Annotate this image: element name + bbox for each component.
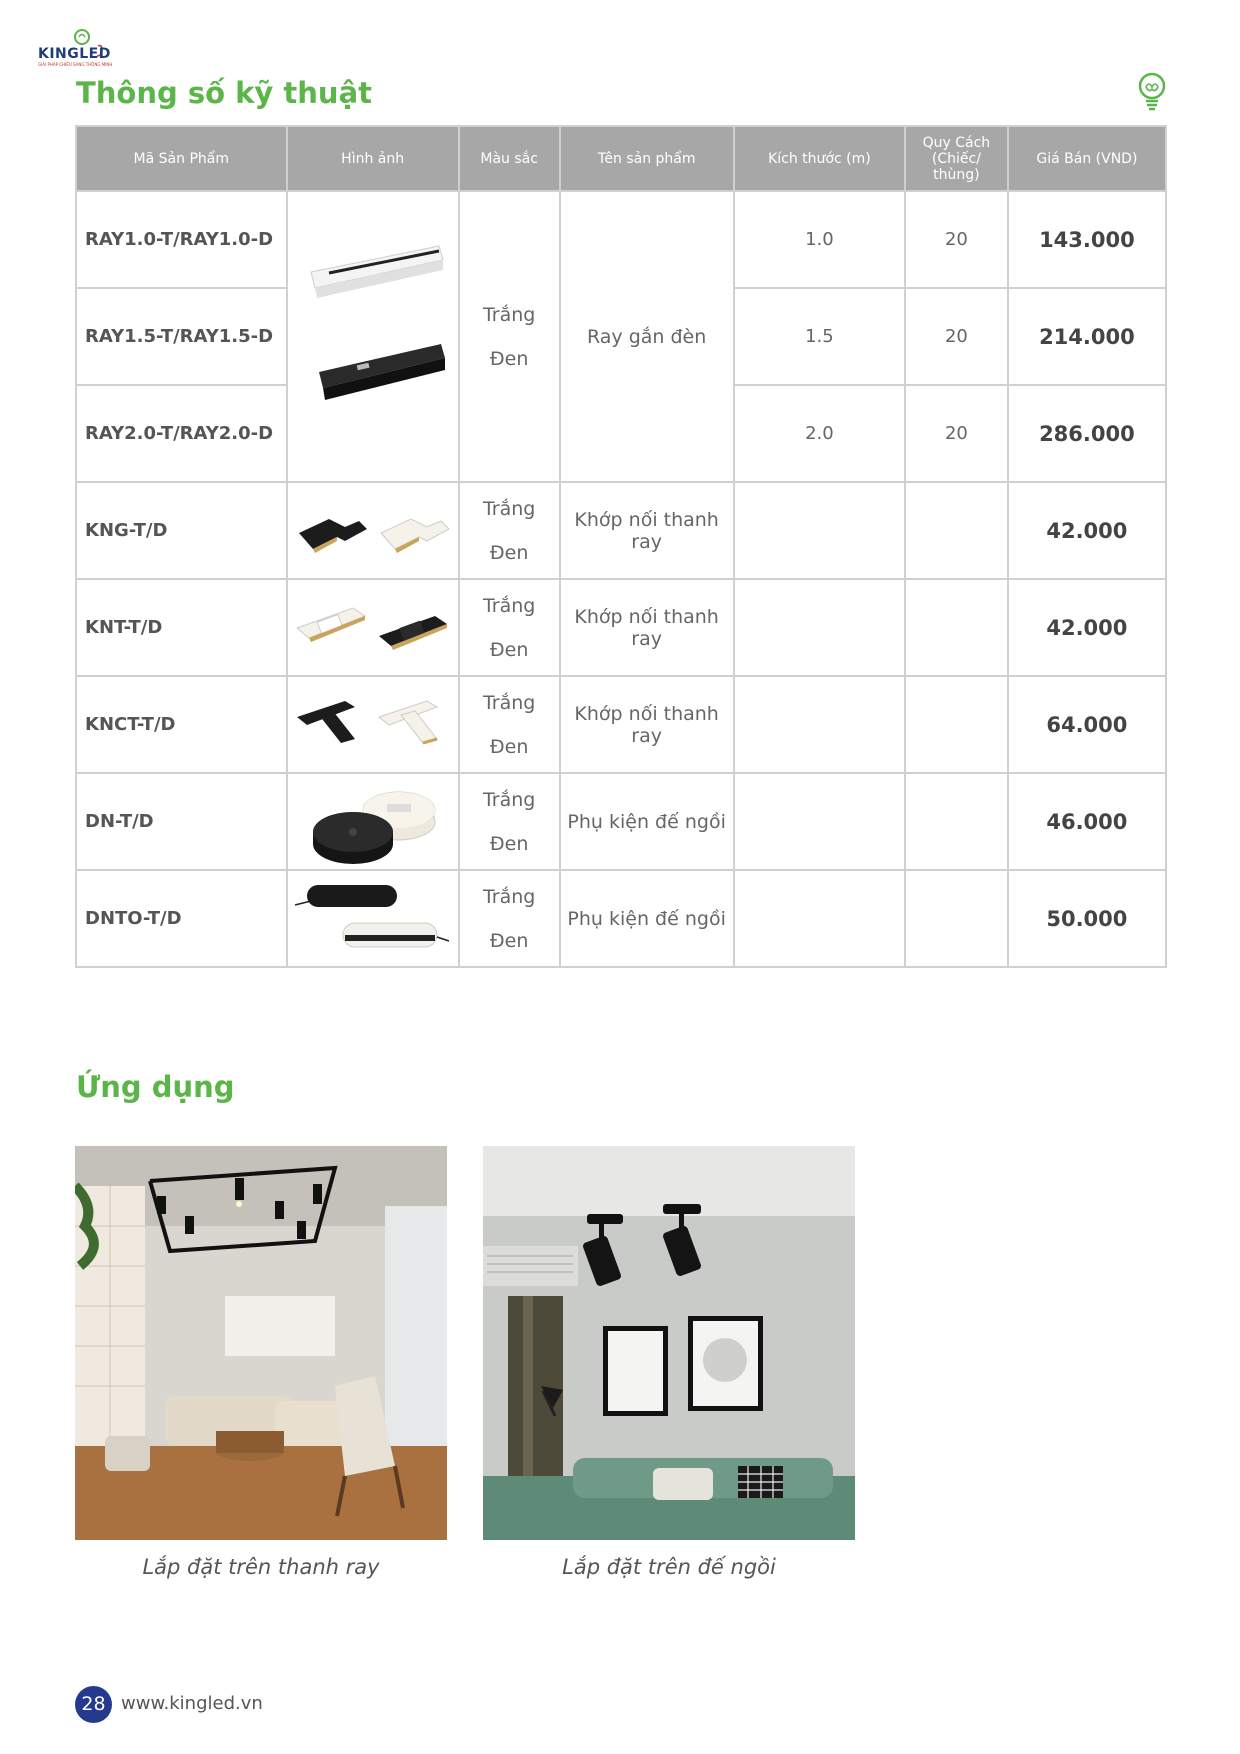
product-image-base bbox=[287, 773, 459, 870]
spec-table bbox=[75, 125, 1167, 968]
product-name-line-1: Phụ kiện đế ngồi bbox=[567, 810, 726, 833]
product-price: 64.000 bbox=[1008, 676, 1166, 773]
product-price: 46.000 bbox=[1008, 773, 1166, 870]
product-name-line-1: Khớp nối thanh bbox=[574, 605, 719, 628]
product-pack: 20 bbox=[905, 191, 1008, 288]
table-row bbox=[76, 870, 1166, 967]
header-color: Màu sắc bbox=[459, 126, 560, 191]
color-white: Trắng bbox=[482, 691, 536, 714]
product-code: RAY1.5-T/RAY1.5-D bbox=[76, 288, 287, 385]
product-price: 50.000 bbox=[1008, 870, 1166, 967]
header-image: Hình ảnh bbox=[287, 126, 459, 191]
product-code: KNG-T/D bbox=[76, 482, 287, 579]
brand-logo bbox=[36, 28, 116, 70]
product-pack: 20 bbox=[905, 385, 1008, 482]
product-name-line-1: Phụ kiện đế ngồi bbox=[567, 907, 726, 930]
table-row bbox=[76, 191, 1166, 288]
table-header-row bbox=[76, 126, 1166, 191]
color-black: Đen bbox=[489, 347, 529, 370]
table-row bbox=[76, 676, 1166, 773]
product-pack bbox=[905, 482, 1008, 579]
color-black: Đen bbox=[489, 929, 529, 952]
header-size: Kích thước (m) bbox=[734, 126, 905, 191]
table-row bbox=[76, 482, 1166, 579]
product-name: Ray gắn đèn bbox=[560, 191, 734, 482]
color-black: Đen bbox=[489, 541, 529, 564]
product-name-line-2: ray bbox=[631, 724, 662, 747]
product-size: 1.0 bbox=[734, 191, 905, 288]
product-code: RAY2.0-T/RAY2.0-D bbox=[76, 385, 287, 482]
color-cell bbox=[459, 870, 560, 967]
color-cell bbox=[459, 482, 560, 579]
product-price: 42.000 bbox=[1008, 482, 1166, 579]
color-white: Trắng bbox=[482, 885, 536, 908]
product-name bbox=[560, 870, 734, 967]
color-white: Trắng bbox=[482, 497, 536, 520]
product-code: RAY1.0-T/RAY1.0-D bbox=[76, 191, 287, 288]
product-image-t-connector bbox=[287, 676, 459, 773]
product-size: 2.0 bbox=[734, 385, 905, 482]
color-cell bbox=[459, 773, 560, 870]
product-size bbox=[734, 579, 905, 676]
table-row bbox=[76, 579, 1166, 676]
color-cell bbox=[459, 191, 560, 482]
header-code: Mã Sản Phẩm bbox=[76, 126, 287, 191]
product-pack bbox=[905, 579, 1008, 676]
photo-base-mounted-spotlights bbox=[483, 1146, 855, 1540]
product-pack bbox=[905, 676, 1008, 773]
header-price: Giá Bán (VND) bbox=[1008, 126, 1166, 191]
page-number: 28 bbox=[75, 1686, 112, 1723]
product-code: KNT-T/D bbox=[76, 579, 287, 676]
product-name bbox=[560, 773, 734, 870]
product-image-oval-base bbox=[287, 870, 459, 967]
product-price: 286.000 bbox=[1008, 385, 1166, 482]
photo-caption-base: Lắp đặt trên đế ngồi bbox=[562, 1555, 776, 1579]
product-pack: 20 bbox=[905, 288, 1008, 385]
color-black: Đen bbox=[489, 638, 529, 661]
product-price: 42.000 bbox=[1008, 579, 1166, 676]
product-pack bbox=[905, 870, 1008, 967]
header-pack-line-1: Quy Cách bbox=[922, 134, 991, 151]
color-cell bbox=[459, 676, 560, 773]
header-pack bbox=[905, 126, 1008, 191]
photo-track-rail-room bbox=[75, 1146, 447, 1540]
product-pack bbox=[905, 773, 1008, 870]
product-code: KNCT-T/D bbox=[76, 676, 287, 773]
product-name bbox=[560, 579, 734, 676]
product-name bbox=[560, 482, 734, 579]
color-black: Đen bbox=[489, 735, 529, 758]
header-pack-line-3: thùng) bbox=[933, 166, 980, 183]
header-name: Tên sản phẩm bbox=[560, 126, 734, 191]
spec-title: Thông số kỹ thuật bbox=[76, 76, 373, 110]
product-size: 1.5 bbox=[734, 288, 905, 385]
product-name-line-1: Khớp nối thanh bbox=[574, 508, 719, 531]
product-name-line-2: ray bbox=[631, 530, 662, 553]
brand-name: KINGLED bbox=[38, 46, 111, 62]
application-title: Ứng dụng bbox=[76, 1070, 235, 1104]
product-name-line-2: ray bbox=[631, 627, 662, 650]
product-name bbox=[560, 676, 734, 773]
website-link[interactable]: www.kingled.vn bbox=[121, 1693, 263, 1714]
product-image-straight-connector bbox=[287, 579, 459, 676]
color-white: Trắng bbox=[482, 594, 536, 617]
product-size bbox=[734, 676, 905, 773]
lightbulb-icon bbox=[1136, 72, 1168, 112]
product-size bbox=[734, 482, 905, 579]
product-code: DNTO-T/D bbox=[76, 870, 287, 967]
color-cell bbox=[459, 579, 560, 676]
color-black: Đen bbox=[489, 832, 529, 855]
product-name-line-1: Khớp nối thanh bbox=[574, 702, 719, 725]
product-price: 214.000 bbox=[1008, 288, 1166, 385]
product-price: 143.000 bbox=[1008, 191, 1166, 288]
product-image-rail bbox=[287, 191, 459, 482]
color-white: Trắng bbox=[482, 788, 536, 811]
product-image-l-connector bbox=[287, 482, 459, 579]
header-pack-line-2: (Chiếc/ bbox=[931, 150, 981, 167]
product-size bbox=[734, 870, 905, 967]
table-row bbox=[76, 773, 1166, 870]
color-white: Trắng bbox=[482, 303, 536, 326]
product-size bbox=[734, 773, 905, 870]
product-code: DN-T/D bbox=[76, 773, 287, 870]
brand-tagline: GIẢI PHÁP CHIẾU SÁNG THÔNG MINH bbox=[38, 62, 113, 67]
photo-caption-rail: Lắp đặt trên thanh ray bbox=[142, 1555, 380, 1579]
